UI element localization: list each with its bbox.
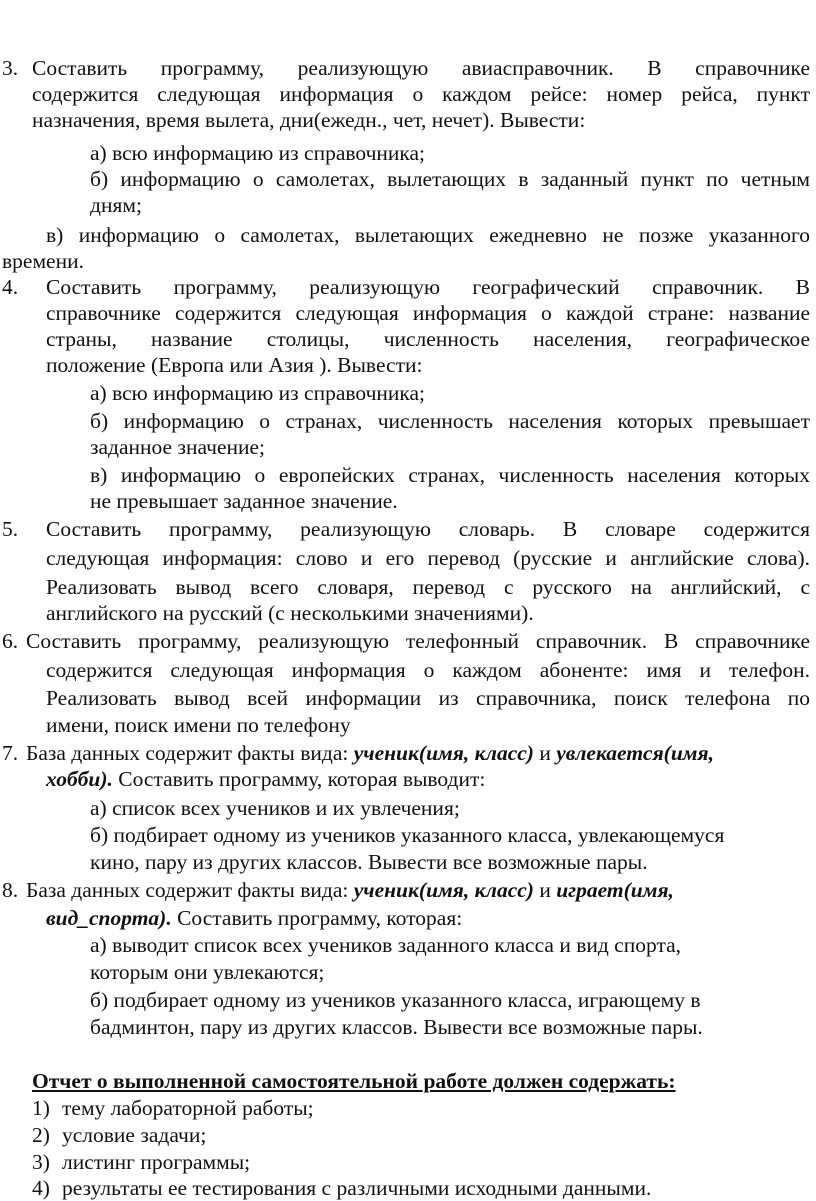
item-text-line: назначения, время вылета, дни(ежедн., чет, нечет). Вывести: — [32, 108, 586, 132]
report-list-text: тему лабораторной работы; — [62, 1096, 314, 1120]
item-text-line: Составить программу, реализующую словарь. В словаре содержится — [46, 517, 810, 541]
subitem-line: б) информацию о странах, численность населения которых превышает — [90, 409, 810, 433]
subitem-line: б) информацию о самолетах, вылетающих в заданный пункт по четным — [90, 167, 810, 191]
report-list-text: листинг программы; — [62, 1150, 251, 1174]
subitem-line: кино, пару из других классов. Вывести все возможные пары. — [90, 850, 648, 874]
item-text-line: следующая информация: слово и его перевод (русские и английские слова). — [46, 546, 810, 570]
report-list-number: 4) — [32, 1176, 50, 1200]
subitem-line: времени. — [2, 249, 84, 273]
fact-student: ученик(имя, класс) — [353, 741, 534, 765]
item-text-line: Реализовать вывод всей информации из справочника, поиск телефона по — [46, 686, 810, 710]
report-list-text: условие задачи; — [62, 1123, 207, 1147]
report-list-item — [32, 1095, 50, 1121]
fact-sport: играет(имя, — [556, 878, 674, 902]
fact-and: и — [533, 741, 557, 765]
item-number: 5. — [2, 517, 19, 541]
item-text-line: страны, название столицы, численность населения, географическое — [46, 327, 810, 351]
fact-rest: Составить программу, которая выводит: — [112, 767, 486, 791]
item-text-line: имени, поиск имени по телефону — [46, 713, 351, 737]
item-text-line — [46, 766, 485, 792]
fact-hobby: увлекается(имя, — [556, 741, 714, 765]
subitem-line: а) всю информацию из справочника; — [90, 381, 426, 405]
item-text-line: Составить программу, реализующую авиасправочник. В справочнике — [32, 56, 810, 80]
fact-sport-cont: вид_спорта). — [46, 906, 172, 930]
subitem-line: а) всю информацию из справочника; — [90, 141, 426, 165]
item-number: 7. — [2, 741, 19, 765]
fact-and: и — [533, 878, 557, 902]
item-text-line — [26, 877, 674, 903]
item-number: 8. — [2, 878, 19, 902]
subitem-line: заданное значение; — [90, 435, 266, 459]
report-list-number: 2) — [32, 1123, 50, 1147]
fact-hobby-cont: хобби). — [46, 767, 113, 791]
item-text-line — [46, 905, 462, 931]
report-list-item — [32, 1122, 50, 1148]
subitem-line: б) подбирает одному из учеников указанного класса, увлекающемуся — [90, 823, 725, 847]
item-text-line: Реализовать вывод всего словаря, перевод с русского на английский, с — [46, 575, 810, 599]
fact-intro: База данных содержит факты вида: — [26, 741, 354, 765]
item-number: 6. — [2, 629, 19, 653]
subitem-line: бадминтон, пару из других классов. Вывести все возможные пары. — [90, 1015, 703, 1039]
subitem-line: б) подбирает одному из учеников указанного класса, играющему в — [90, 988, 701, 1012]
report-list-item — [32, 1149, 50, 1175]
subitem-line: дням; — [90, 193, 142, 217]
item-text-line: положение (Европа или Азия ). Вывести: — [46, 353, 423, 377]
item-text-line: содержится следующая информация о каждом абоненте: имя и телефон. — [46, 658, 810, 682]
subitem-line: которым они увлекаются; — [90, 960, 325, 984]
item-text-line: справочнике содержится следующая информация о каждой стране: название — [46, 301, 810, 325]
subitem-line: в) информацию о европейских странах, численность населения которых — [90, 463, 810, 487]
report-list-number: 1) — [32, 1096, 50, 1120]
subitem-line: а) выводит список всех учеников заданного класса и вид спорта, — [90, 933, 682, 957]
fact-student: ученик(имя, класс) — [353, 878, 534, 902]
item-number: 3. — [2, 56, 19, 80]
item-number: 4. — [2, 275, 19, 299]
item-text-line: содержится следующая информация о каждом рейсе: номер рейса, пункт — [32, 82, 810, 106]
fact-rest: Составить программу, которая: — [171, 906, 463, 930]
subitem-line: в) информацию о самолетах, вылетающих ежедневно не позже указанного — [46, 223, 810, 247]
report-list-number: 3) — [32, 1150, 50, 1174]
fact-intro: База данных содержит факты вида: — [26, 878, 354, 902]
item-text-line — [26, 740, 714, 766]
subitem-line: а) список всех учеников и их увлечения; — [90, 796, 460, 820]
item-text-line: английского на русский (с несколькими значениями). — [46, 601, 534, 625]
item-text-line: Составить программу, реализующую географический справочник. В — [46, 275, 810, 299]
item-text-line: Составить программу, реализующую телефонный справочник. В справочнике — [26, 629, 810, 653]
subitem-line: не превышает заданное значение. — [90, 489, 398, 513]
report-list-item — [32, 1175, 50, 1201]
report-heading: Отчет о выполненной самостоятельной работе должен содержать: — [32, 1069, 676, 1093]
report-list-text: результаты ее тестирования с различными исходными данными. — [62, 1176, 652, 1200]
